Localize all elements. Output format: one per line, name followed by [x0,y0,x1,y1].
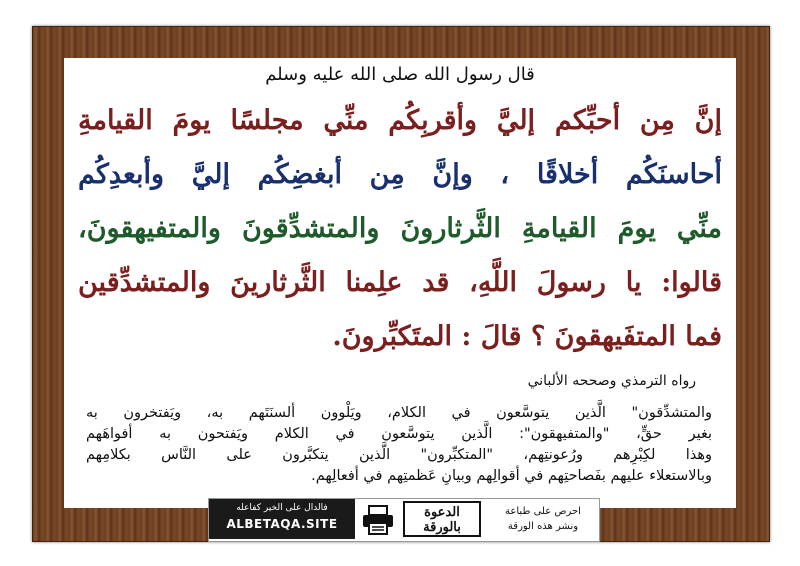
footer-bar [208,498,600,542]
card-header: قال رسول الله صلى الله عليه وسلم [265,64,535,85]
explanation-notes [86,403,712,487]
hadith-line: فما المتفَيهقونَ ؟ قالَ : المتَكبِّرونَ. [332,321,722,352]
printer-icon [361,505,395,535]
site-url[interactable]: ALBETAQA.SITE [226,517,338,531]
content-card [64,58,736,508]
site-brand[interactable] [209,499,355,539]
hadith-line: إنَّ مِن أحبِّكم إليَّ وأقربِكُم منِّي مجلسًا يومَ القيامةِ [78,105,722,136]
note-line: وبالاستعلاء عليهم بفَصاحتِهم في أقوالِهم وبيانِ عَظمتِهم في أفعالِهم. [311,468,712,484]
narration-source: رواه الترمذي وصححه الألباني [527,373,696,389]
print-slogan: احرص على طباعة ونشر هذه الورقة [505,506,581,532]
dawa-logo: الدعوة بالورقة [403,501,481,537]
hadith-line: أحاسنَكُم أخلاقًا ، وإنَّ مِن أبغضِكُم إليَّ وأبعدِكُم [78,159,722,190]
note-line: والمتشدِّقون" الَّذين يتوسَّعون في الكلام، ويَلْوون ألسنَتَهم به، ويَفتخرون به [86,405,712,421]
hadith-line: منِّي يومَ القيامةِ الثَّرثارونَ والمتشدِّقونَ والمتفيهقونَ، [78,213,722,244]
note-line: بغير حقٍّ، "والمتفيهقون": الَّذين يتوسَّعون في الكلام ويَفتحون به أفواهَهم [86,426,712,442]
hadith-line: قالوا: يا رسولَ اللَّهِ، قد علِمنا الثَّرثارينَ والمتشدِّقين [78,267,722,298]
hadith-text [78,94,722,364]
brand-tagline: فالدال على الخير كفاعله [236,503,328,513]
note-line: وهذا لكِبْرِهم ورُعونتِهم، "المتكبِّرون" الَّذين يتكبَّرون على النَّاس بكلامِهم [86,447,712,463]
